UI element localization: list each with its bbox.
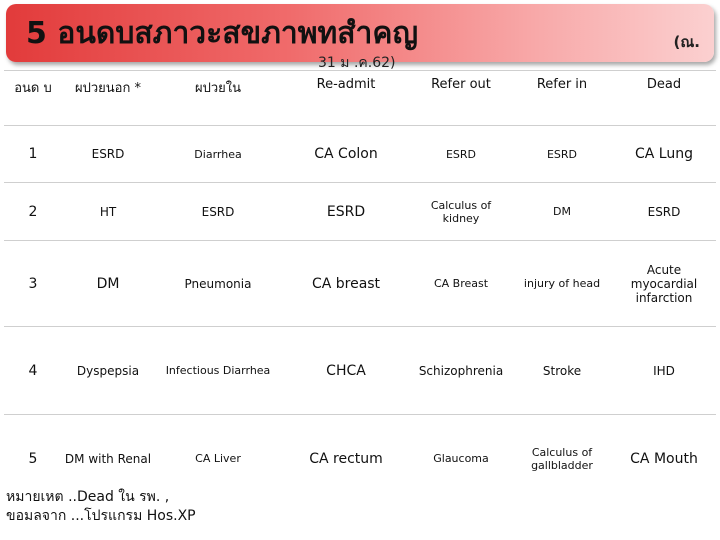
table-cell: DM with Renal	[62, 415, 154, 503]
health-ranking-table	[4, 70, 716, 503]
table-cell: Acute myocardial infarction	[612, 241, 716, 327]
table-cell: CA rectum	[282, 415, 410, 503]
table-cell: CA Mouth	[612, 415, 716, 503]
table-cell: DM	[62, 241, 154, 327]
col-header-opd: ผปวยนอก *	[62, 71, 154, 126]
table-cell: CA Colon	[282, 126, 410, 183]
col-header-readmit: Re-admit	[282, 71, 410, 126]
table-cell: CA breast	[282, 241, 410, 327]
date-label-sub: 31 ม .ค.62)	[318, 55, 396, 71]
table-cell: CHCA	[282, 327, 410, 415]
col-header-ipd: ผปวยใน	[154, 71, 282, 126]
table-cell: Glaucoma	[410, 415, 512, 503]
col-header-refer-in: Refer in	[512, 71, 612, 126]
rank-cell: 1	[4, 126, 62, 183]
table-cell: ESRD	[154, 183, 282, 241]
table-cell: ESRD	[512, 126, 612, 183]
table-cell: Calculus of gallbladder	[512, 415, 612, 503]
page-title: 5 อนดบสภาวะสขภาพทสำคญ	[26, 16, 419, 51]
table-cell: Dyspepsia	[62, 327, 154, 415]
date-label-right: (ณ.	[673, 33, 700, 51]
table-cell: CA Lung	[612, 126, 716, 183]
table-header-row	[4, 71, 716, 126]
table-cell: DM	[512, 183, 612, 241]
table-cell: Diarrhea	[154, 126, 282, 183]
rank-cell: 4	[4, 327, 62, 415]
table-cell: Stroke	[512, 327, 612, 415]
table-row	[4, 327, 716, 415]
rank-cell: 3	[4, 241, 62, 327]
table-cell: injury of head	[512, 241, 612, 327]
table-cell: Infectious Diarrhea	[154, 327, 282, 415]
table-cell: Pneumonia	[154, 241, 282, 327]
footnote-line-2: ขอมลจาก ...โปรแกรม Hos.XP	[6, 508, 196, 524]
table-row	[4, 183, 716, 241]
table-cell: ESRD	[410, 126, 512, 183]
table-cell: ESRD	[62, 126, 154, 183]
col-header-refer-out: Refer out	[410, 71, 512, 126]
table-cell: ESRD	[612, 183, 716, 241]
table-row	[4, 241, 716, 327]
table-cell: HT	[62, 183, 154, 241]
footnote-line-1: หมายเหต ..Dead ใน รพ. ,	[6, 489, 170, 505]
col-header-rank: อนด บ	[4, 71, 62, 126]
rank-cell: 5	[4, 415, 62, 503]
table-cell: ESRD	[282, 183, 410, 241]
col-header-dead: Dead	[612, 71, 716, 126]
table-cell: Schizophrenia	[410, 327, 512, 415]
table-cell: CA Breast	[410, 241, 512, 327]
footnote	[6, 488, 196, 526]
rank-cell: 2	[4, 183, 62, 241]
table-row	[4, 126, 716, 183]
table-cell: CA Liver	[154, 415, 282, 503]
table-cell: Calculus of kidney	[410, 183, 512, 241]
table-cell: IHD	[612, 327, 716, 415]
